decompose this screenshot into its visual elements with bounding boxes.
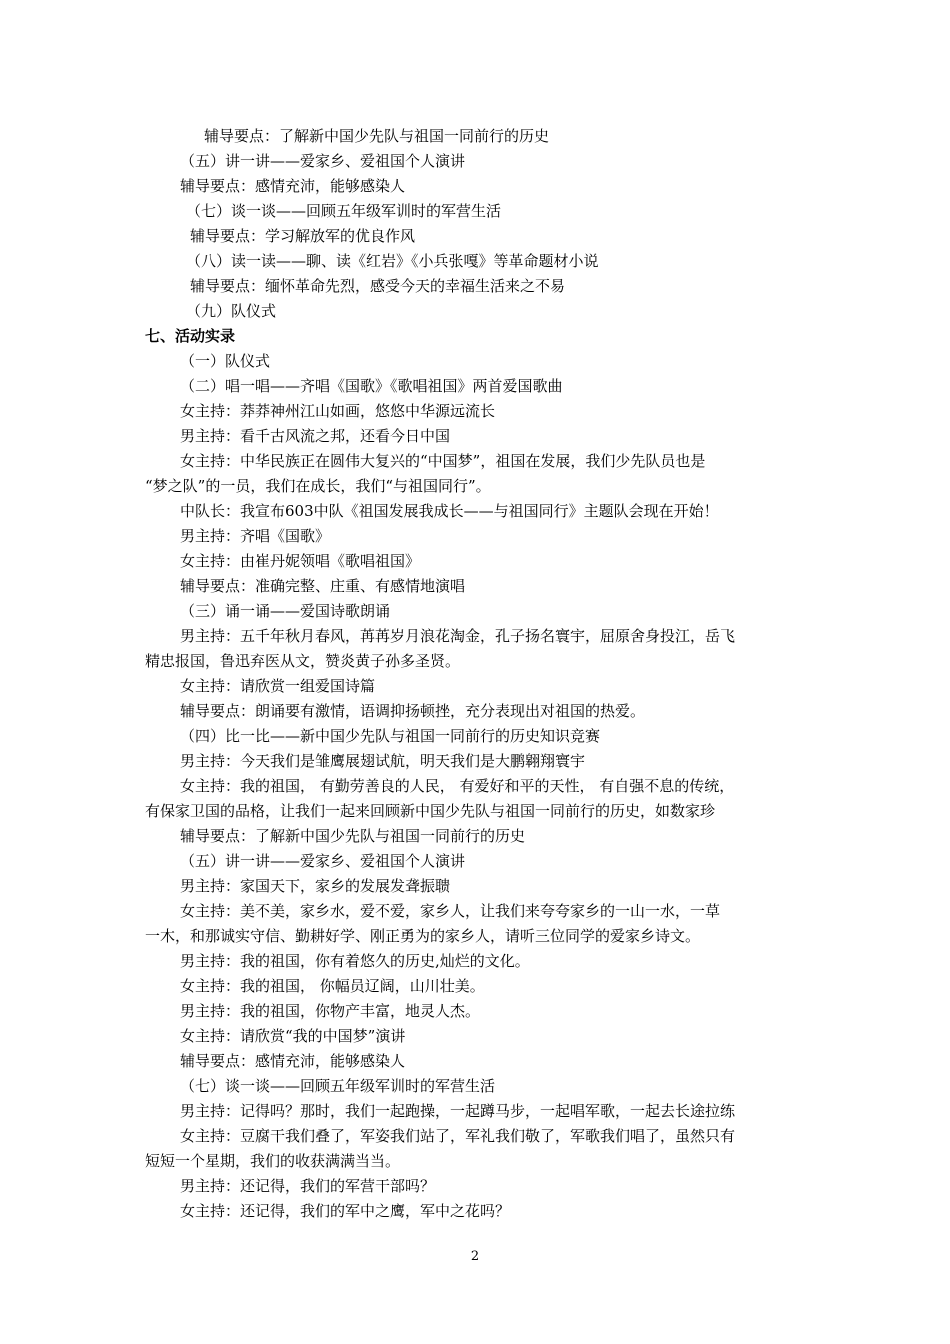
text-line: 短短一个星期，我们的收获满满当当。 [145,1152,401,1170]
text-line: （五）讲一讲——爱家乡、爱祖国个人演讲 [180,152,466,170]
text-line: 女主持：我的祖国， 有勤劳善良的人民， 有爱好和平的天性， 有自强不息的传统， [180,777,735,795]
text-line: 辅导要点：朗诵要有激情，语调抑扬顿挫，充分表现出对祖国的热爱。 [180,702,646,720]
text-line: 女主持：我的祖国， 你幅员辽阔，山川壮美。 [180,977,485,995]
text-line: 男主持：记得吗？那时，我们一起跑操，一起蹲马步，一起唱军歌，一起去长途拉练 [180,1102,736,1120]
text-line: 男主持：还记得，我们的军营干部吗？ [180,1177,436,1195]
page-number: 2 [470,1249,480,1264]
text-line: 女主持：还记得，我们的军中之鹰，军中之花吗？ [180,1202,511,1220]
text-line: 女主持：中华民族正在圆伟大复兴的“中国梦”，祖国在发展，我们少先队员也是 [180,452,706,470]
text-line: 辅导要点：缅怀革命先烈，感受今天的幸福生活来之不易 [190,277,566,295]
text-line: （三）诵一诵——爱国诗歌朗诵 [180,602,391,620]
text-line: 男主持：我的祖国，你有着悠久的历史,灿烂的文化。 [180,952,530,970]
text-line: 辅导要点：准确完整、庄重、有感情地演唱 [180,577,466,595]
text-line: 男主持：看千古风流之邦，还看今日中国 [180,427,451,445]
text-line: （七）谈一谈——回顾五年级军训时的军营生活 [180,1077,496,1095]
text-line: 有保家卫国的品格，让我们一起来回顾新中国少先队与祖国一同前行的历史，如数家珍 [145,802,716,820]
text-line: 辅导要点：学习解放军的优良作风 [190,227,416,245]
text-line: （七）谈一谈——回顾五年级军训时的军营生活 [186,202,502,220]
text-line: 辅导要点：感情充沛，能够感染人 [180,177,406,195]
text-line: 辅导要点：感情充沛，能够感染人 [180,1052,406,1070]
text-line: 辅导要点：了解新中国少先队与祖国一同前行的历史 [180,827,526,845]
text-line: （二）唱一唱——齐唱《国歌》《歌唱祖国》两首爱国歌曲 [180,377,563,395]
text-line: （四）比一比——新中国少先队与祖国一同前行的历史知识竞赛 [180,727,601,745]
text-line: 女主持：美不美，家乡水，爱不爱，家乡人，让我们来夸夸家乡的一山一水，一草 [180,902,721,920]
text-line: 男主持：五千年秋月春风，苒苒岁月浪花淘金，孔子扬名寰宇，屈原舍身投江，岳飞 [180,627,736,645]
text-line: （五）讲一讲——爱家乡、爱祖国个人演讲 [180,852,466,870]
section-heading: 七、活动实录 [145,327,236,345]
text-line: （一）队仪式 [180,352,271,370]
text-line: 男主持：齐唱《国歌》 [180,527,331,545]
text-line: “梦之队”的一员，我们在成长，我们“与祖国同行”。 [145,477,491,495]
text-line: 女主持：请欣赏“我的中国梦”演讲 [180,1027,406,1045]
text-line: （九）队仪式 [186,302,277,320]
text-line: （八）读一读——聊、读《红岩》《小兵张嘎》等革命题材小说 [186,252,599,270]
text-line: 男主持：今天我们是雏鹰展翅试航，明天我们是大鹏翱翔寰宇 [180,752,586,770]
text-line: 男主持：我的祖国，你物产丰富，地灵人杰。 [180,1002,481,1020]
text-line: 女主持：豆腐干我们叠了，军姿我们站了，军礼我们敬了，军歌我们唱了，虽然只有 [180,1127,736,1145]
text-line: 女主持：莽莽神州江山如画，悠悠中华源远流长 [180,402,496,420]
text-line: 精忠报国，鲁迅弃医从文，赞炎黄子孙多圣贤。 [145,652,461,670]
text-line: 一木，和那诚实守信、勤耕好学、刚正勇为的家乡人，请听三位同学的爱家乡诗文。 [145,927,701,945]
text-line: 中队长：我宣布603中队《祖国发展我成长——与祖国同行》主题队会现在开始！ [180,502,719,520]
text-line: 辅导要点：了解新中国少先队与祖国一同前行的历史 [204,127,550,145]
text-line: 女主持：由崔丹妮领唱《歌唱祖国》 [180,552,421,570]
text-line: 男主持：家国天下，家乡的发展发聋振聩 [180,877,451,895]
text-line: 女主持：请欣赏一组爱国诗篇 [180,677,376,695]
